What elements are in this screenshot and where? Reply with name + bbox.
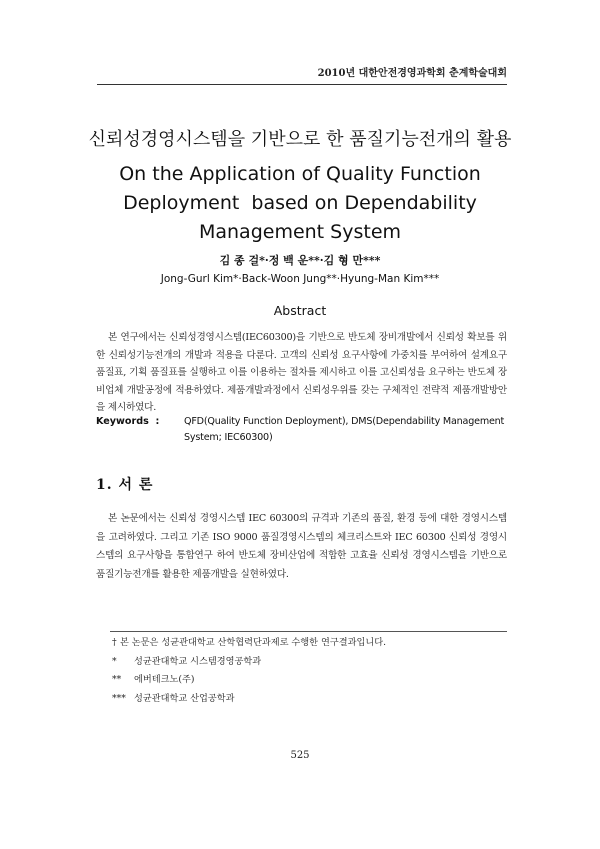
footnote-text: 성균관대학교 시스템경영공학과	[134, 655, 262, 667]
title-english-line-1: On the Application of Quality Function	[119, 163, 481, 185]
footnote-mark: **	[112, 674, 122, 685]
abstract-heading: Abstract	[273, 303, 327, 318]
header-rule	[97, 84, 507, 85]
paper-title	[60, 126, 540, 247]
footnote-text: 성균관대학교 산업공학과	[134, 692, 235, 704]
title-korean: 신뢰성경영시스템을 기반으로 한 품질기능전개의 활용	[88, 129, 512, 150]
footnote-text: 에버테크노(주)	[134, 674, 195, 685]
title-english-line-2: Deployment based on Dependability	[123, 192, 477, 214]
authors-english: Jong-Gurl Kim*·Back-Woon Jung**·Hyung-Man Kim***	[160, 273, 440, 285]
running-header: 2010년 대한안전경영과학회 춘계학술대회	[317, 68, 507, 79]
footnote-item	[112, 671, 507, 690]
footnote-text: 본 논문은 성균관대학교 산학협력단과제로 수행한 연구결과입니다.	[120, 637, 387, 648]
footnote-item	[112, 634, 507, 653]
footnote-mark: *	[112, 655, 117, 667]
abstract-body: 본 연구에서는 신뢰성경영시스템(IEC60300)을 기반으로 반도체 장비개발에서 신뢰성 확보를 위한 신뢰성기능전개의 개발과 적용을 다룬다. 고객의 신뢰성 요구사항에 가중치를 부여하여 설계요구 품질표, 기획 품질표를 실행하고 이를 이용하는 절차를 제시하고 이를 고신뢰성을 요구하는 반도체 장비업체 개발공정에 적용하였다. 제품개발과정에서 신뢰성우위를 갖는 구체적인 전략적 제품개발방안을 제시하였다.	[96, 332, 507, 413]
authors-korean: 김 종 걸*·정 백 운**·김 형 만***	[219, 254, 381, 267]
keywords-value: QFD(Quality Function Deployment), DMS(Dependability Management System; IEC60300)	[184, 416, 505, 443]
author-block	[60, 252, 540, 288]
footnote-rule	[110, 631, 507, 632]
page-number: 525	[290, 750, 310, 761]
footnote-item	[112, 690, 507, 709]
section-heading-introduction: 1. 서 론	[96, 477, 154, 493]
footnote-item	[112, 653, 507, 672]
keywords-label: Keywords :	[96, 416, 160, 427]
title-english-line-3: Management System	[198, 221, 402, 243]
keywords	[96, 414, 507, 446]
section-body-introduction: 본 논문에서는 신뢰성 경영시스템 IEC 60300의 규격과 기존의 품질, 환경 등에 대한 경영시스템을 고려하였다. 그리고 기존 ISO 9000 품질경영시스템의 체크리스트와 IEC 60300 신뢰성 경영시스템의 요구사항을 통합연구 하여 반도체 장비산업에 적합한 고효율 신뢰성 경영시스템을 기반으로 품질기능전개를 활용한 제품개발을 실현하였다.	[96, 513, 507, 580]
footnote-mark: ***	[112, 692, 126, 704]
footnote-mark: †	[112, 637, 117, 648]
footnotes	[112, 634, 507, 708]
